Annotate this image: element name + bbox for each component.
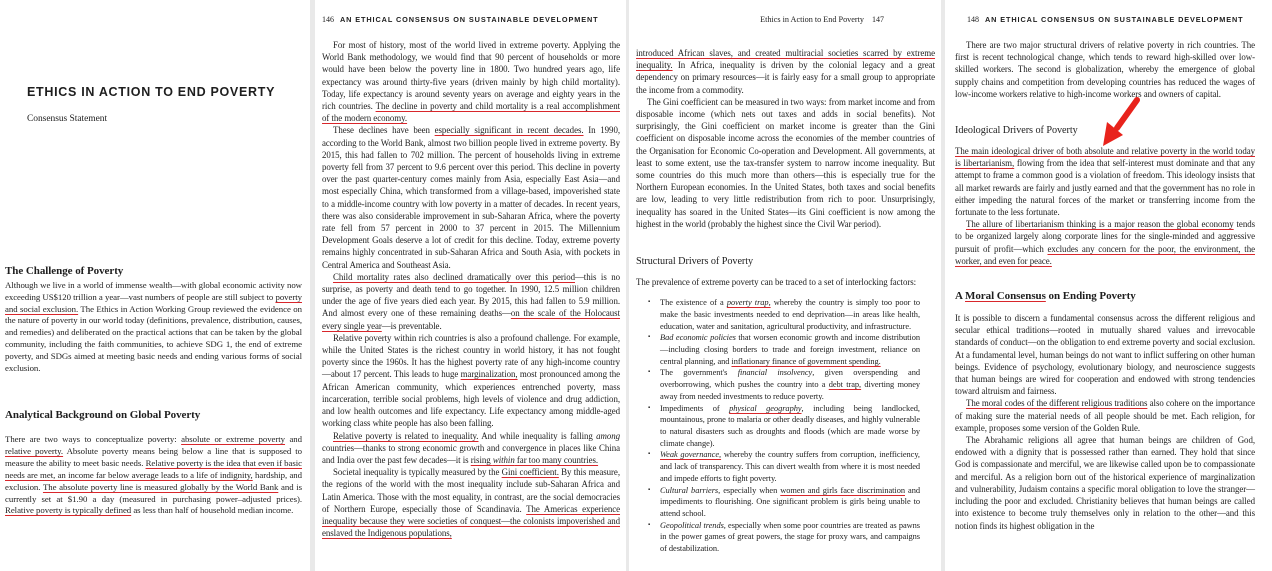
bullet-item [648, 297, 920, 332]
highlighted-text: Moral Consensus [965, 290, 1046, 303]
text-run: The Abrahamic religions all agree that human beings are children of God, endowed with a dignity that is possessed rather than earned. They hold that since God is compassionate and merciful, we are likewise called upon be to compassionate and merciful. As a religion born out of the historical experience of marginalization and vulnerability, Judaism contains a specific moral obligation to love the stranger—including the poor and excluded. Christianity believes that human beings are called into existence to become truly themselves only in relation to the other—and this notion finds its highest obligation in the [955, 435, 1255, 531]
text-run: whereby the country is simply too poor to make the basic investments needed to end deprivation—in areas like health, education, water and sanitation, agricultural productivity, and infrastructure. [660, 298, 920, 331]
text-run: And while inequality is falling [478, 430, 597, 441]
text-run: Impediments of [660, 403, 730, 413]
text-run: flowing from the idea that self-interest must dominate and that any attempt to frame a common good is a violation of freedom. This ideology insists that all market rewards are fairly and justly earned and that the government has no role in either impeding the natural forces of the market or transferring income from the fortunate to the less fortunate. [955, 158, 1256, 218]
paragraph [5, 280, 302, 374]
bullet-item [648, 403, 920, 450]
text-run: For most of history, most of the world lived in extreme poverty. Applying the World Bank methodology, we would find that 90 percent of households or more would have been below the poverty line in 1800. Two hundred years ago, life expectancy was around thirty-five years (driven mainly by high child mortality). Today, life expectancy is around seventy years on average and eighty years in the rich countries. [322, 40, 620, 112]
text-run: —is preventable. [381, 320, 442, 331]
text-run: ETHICS IN ACTION TO END POVERTY [27, 85, 276, 99]
highlighted-text: rising [470, 454, 493, 465]
text-run: In Africa, inequality is driven by the colonial legacy and a great dependency on primary resources—it is fairly easy for a small group to appropriate the income from a commodity. [636, 60, 935, 95]
paragraph [955, 397, 1255, 434]
text-run: , especially when some poor countries are treated as pawns in the power games of great powers, the stage for proxy wars, and campaigns of destabilization. [660, 520, 920, 554]
bullet-item [648, 520, 920, 555]
paragraph [322, 332, 620, 430]
text-run: whereby the country suffers from corruption, inefficiency, and lack of transparency. This can divert wealth from where it is most needed and impede efforts to fight poverty. [660, 450, 920, 483]
section-heading [955, 289, 1255, 303]
highlighted-text: introduced African slaves, and created multiracial societies scarred by extreme inequality. [636, 48, 935, 71]
section-heading [5, 408, 302, 422]
text-run: , including being landlocked, mountainous, prone to malaria or other deadly diseases, and highly vulnerable to natural disasters such as droughts and floods (which are made worse by climate change). [660, 403, 920, 448]
highlighted-text: physical geography [729, 403, 802, 413]
running-header [760, 15, 884, 24]
page-148 [945, 0, 1272, 571]
text-run: These declines have been [333, 125, 435, 136]
text-run: most pronounced among the African American community, which experiences entrenched poverty, mass incarceration, terrible social problems, high levels of violence and drug addiction, and low health outcomes and life expectancy. Life expectancy among middle-aged working class white people has also been falling. [322, 369, 620, 429]
running-header-title: AN ETHICAL CONSENSUS ON SUSTAINABLE DEVELOPMENT [340, 15, 599, 24]
text-run: Ideological Drivers of Poverty [955, 125, 1078, 137]
text-run: Geopolitical trends [660, 520, 724, 530]
text-run: The Gini coefficient can be measured in two ways: from market income and from disposable income (which nets out taxes and adds in social benefits). Not surprisingly, the Gini coefficient on market income is greater than the Gini coefficient on disposable income across the economies of the member countries of the Organisation for Economic Co-operation and Development. All governments, at least to some extent, use the tax-transfer system to narrow income inequality. But some countries do this much more than others—this is especially true for the Northern European economies. In the United States, both taxes and social benefits are low, leading to very little redistribution from rich to poor. Unsurprisingly, inequality has soared in the United States—its Gini coefficient is now among the highest in the world (probably the highest since the Civil War period). [636, 96, 935, 229]
highlighted-text: Child mortality rates also declined dramatically over this period [333, 271, 575, 282]
paragraph [5, 434, 302, 517]
highlighted-text: The absolute poverty line is measured globally by the World Bank [42, 481, 279, 492]
bullet-item [648, 449, 920, 484]
highlighted-text: especially significant in recent decades. [434, 125, 584, 136]
document-subtitle [27, 113, 310, 125]
page-body [322, 39, 620, 539]
section-heading [5, 264, 302, 278]
text-run: on Ending Poverty [1045, 290, 1136, 303]
paragraph [636, 276, 935, 288]
text-run: countries—thanks to strong economic growth and convergence in places like China and India over the past few decades—it is [322, 442, 620, 465]
highlighted-text: poverty trap, [726, 298, 771, 308]
text-run: A [955, 290, 965, 303]
bullet-item [648, 332, 920, 367]
text-run: Bad economic policies [660, 333, 736, 343]
running-header [322, 15, 599, 24]
text-run: Although we live in a world of immense wealth—with global economic activity now exceeding US$120 trillion a year—vast numbers of people are still subject to [5, 280, 302, 302]
page-number: 147 [872, 15, 884, 24]
text-run: , given overspending and overborrowing, which pushes the country into a [660, 368, 921, 390]
text-run: also cohere on the importance of making sure the material needs of all people should be met. Each religion, for example, proposes some version of the Golden Rule. [955, 398, 1255, 433]
highlighted-text: excludes any concern for the poor, the environment, the worker, and even for peace. [955, 243, 1255, 266]
text-run: It is possible to discern a fundamental consensus across the different religious and secular ethical traditions—rooted in mutually shared values and irrevocable standards of conduct—on the obligation to end extreme poverty and social exclusion. At a fundamental level, human beings do not want to inflict suffering on other human beings. Evidence of psychology, evolutionary biology, and neuroscience suggests that human beings are wired for cooperation and endowed with strong tendencies toward altruism and fairness. [955, 313, 1255, 397]
paragraph [636, 47, 935, 96]
text-run: The prevalence of extreme poverty can be traced to a set of interlocking factors: [636, 277, 917, 288]
text-run: , especially when [718, 485, 781, 495]
text-run: There are two major structural drivers of relative poverty in rich countries. The first is recent technological change, which tends to reward high-skilled over low-skilled workers. The second is globalization, whereby the emergence of global supply chains and competition from developing countries has reduced the wages of low-income workers relative to high-income workers and owners of capital. [955, 40, 1255, 99]
text-run: and [285, 434, 303, 444]
red-arrow-annotation-icon [945, 0, 1272, 160]
highlighted-text: Weak governance, [660, 450, 722, 460]
text-run: Absolute poverty means being below a line that is supposed to measure the ability to meet basic needs. [5, 445, 302, 468]
text-run: among [596, 430, 620, 441]
text-run: The government's [660, 368, 738, 378]
highlighted-text: The moral codes of the different religious traditions [966, 398, 1148, 409]
text-run: —this is no surprise, as poverty and death tend to go together. In 1990, 12.5 million children under the age of five years died each year. By 2015, this had fallen to 5.9 million. And almost every one of these remaining deaths— [322, 271, 620, 319]
page-146 [315, 0, 626, 571]
document-title [27, 84, 310, 100]
highlighted-text: The allure of libertarianism thinking is a major reason the global economy [966, 219, 1234, 230]
text-run: tends to be organized largely along corporate lines for the single-minded and aggressive pursuit of profit—which [955, 219, 1255, 254]
highlighted-text: debt trap, [828, 380, 862, 390]
text-run: Analytical Background on Global Poverty [5, 409, 201, 421]
paragraph [322, 271, 620, 332]
text-run: diverting money away from needed investments to reduce poverty. [660, 380, 920, 401]
text-run: Relative poverty within rich countries is also a profound challenge. For example, while the United States is the richest country in world history, it has not fought poverty since the 1960s. It has the highest poverty rate of any high-income country—about 17 percent. This leads to huge [322, 332, 620, 380]
paragraph [322, 124, 620, 270]
text-run: There are two ways to conceptualize poverty: [5, 434, 182, 444]
text-run: Consensus Statement [27, 114, 108, 124]
paragraph [322, 39, 620, 124]
text-run: that worsen economic growth and income distribution—including closing borders to trade and foreign investment, reliance on central planning, and [660, 333, 920, 366]
text-run: By this measure, the regions of the world with the most inequality include sub-Saharan Africa and Latin America. Those with the most equality, in contrast, are the social democracies of Northern Europe, especially those of Scandinavia. [322, 467, 620, 514]
text-run: The existence of a [660, 298, 727, 308]
text-run: Societal inequality is typically measured by the [333, 467, 502, 478]
paragraph [955, 312, 1255, 397]
text-run: financial insolvency [737, 368, 813, 378]
highlighted-text: absolute or extreme poverty [181, 434, 286, 444]
text-run: The Ethics in Action Working Group reviewed the evidence on the nature of poverty in our world today (definitions, prevalence, distribution, causes, and remedies) and deliberated on the practical actions that can be taken by the global community, including the faith communities, to achieve SDG 1, the end of extreme poverty, and SDGs aimed at meeting basic needs and ending various forms of social exclusion. [5, 303, 302, 373]
highlighted-text: The Americas experience inequality because they were societies of conquest—the colonists impoverished and enslaved the Indigenous populations, [322, 503, 621, 539]
highlighted-text: relative poverty. [5, 445, 64, 456]
highlighted-text: The main ideological driver of both absolute and relative poverty in the world today is libertarianism, [955, 146, 1255, 169]
highlighted-text: Relative poverty is typically defined [5, 505, 132, 516]
paragraph [636, 96, 935, 230]
paragraph [322, 430, 620, 467]
bullet-item [648, 485, 920, 520]
text-run: and is currently set at $1.90 a day (measured in purchasing power–adjusted prices). [5, 481, 303, 504]
text-run: In 1990, according to the World Bank, almost two billion people lived in extreme poverty. By 2015, this had fallen to 702 million. The percent of households living in extreme poverty fell from 37 percent to 9.6 percent over this period. This decline in poverty over the past quarter-century comes mainly from Asia, especially East Asia—and most especially China, which transformed from a village-based, impoverished state to a middle-income country with low poverty in a matter of decades. In recent years, there was also considerable improvement in sub-Saharan Africa, where the poverty rate fell from 57 percent in 2000 to 37 percent in 2015. The Millennium Development Goals deserve a lot of credit for this decline. Today, extreme poverty remains highly concentrated in sub-Saharan Africa and South Asia, with pockets in Central America and Southeast Asia. [322, 125, 620, 270]
running-header-title: AN ETHICAL CONSENSUS ON SUSTAINABLE DEVELOPMENT [985, 15, 1244, 24]
text-run: Structural Drivers of Poverty [636, 256, 754, 268]
text-run: hardship, and exclusion. [5, 469, 302, 492]
highlighted-text: Relative poverty is related to inequality. [333, 430, 479, 441]
bullet-item [648, 367, 920, 402]
highlighted-text: The decline in poverty and child mortality is a real accomplishment of the modern economy. [322, 101, 620, 124]
highlighted-text: poverty and social exclusion. [5, 291, 302, 314]
text-run: Cultural barriers [660, 485, 719, 495]
highlighted-text: within [492, 454, 515, 465]
highlighted-text: inflationary finance of government spending. [731, 356, 881, 366]
running-header-title: Ethics in Action to End Poverty [760, 15, 864, 24]
highlighted-text: on the scale of the Holocaust every single year [322, 308, 621, 331]
page-147 [629, 0, 941, 571]
subsection-heading [636, 255, 935, 268]
highlighted-text: Gini coefficient. [501, 467, 559, 478]
text-run: The Challenge of Poverty [5, 265, 124, 277]
highlighted-text: far too many countries. [514, 454, 599, 465]
page-number: 148 [967, 15, 979, 24]
page-consensus-statement [0, 0, 310, 571]
page-body [636, 39, 935, 555]
text-run: as less than half of household median income. [131, 505, 294, 516]
paragraph [955, 434, 1255, 532]
paragraph [322, 466, 620, 539]
highlighted-text: women and girls face discrimination [780, 485, 905, 495]
text-run: and impediments to flourishing. One significant problem is girls being unable to attend school. [660, 485, 920, 518]
highlighted-text: marginalization, [460, 369, 518, 380]
highlighted-text: Relative poverty is the idea that even if basic needs are met, an income far below average leads to a life of indignity, [5, 457, 302, 480]
page-number: 146 [322, 15, 334, 24]
paragraph [955, 218, 1255, 267]
